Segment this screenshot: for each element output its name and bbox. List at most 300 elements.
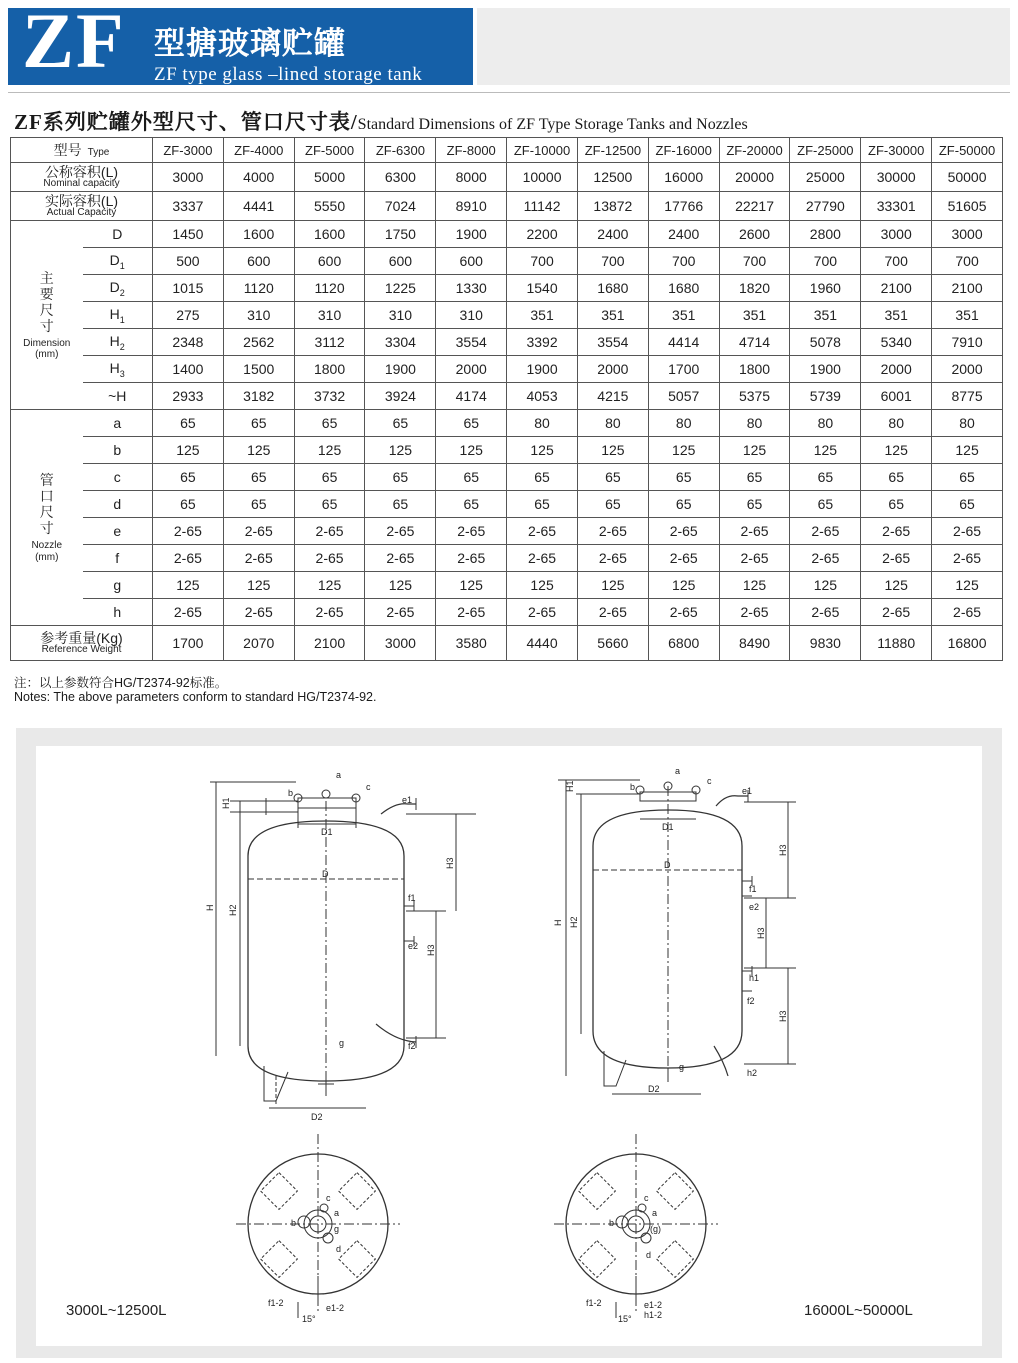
table-cell: 3732 bbox=[294, 383, 365, 410]
table-cell: 80 bbox=[577, 410, 648, 437]
table-cell: 2-65 bbox=[861, 518, 932, 545]
table-cell: 65 bbox=[294, 464, 365, 491]
nozzle_group-symbol-cell bbox=[83, 518, 153, 545]
table-cell: 3554 bbox=[436, 329, 507, 356]
table-row-nozzle_group-1 bbox=[11, 437, 1003, 464]
table-cell: 1015 bbox=[153, 275, 224, 302]
table-cell: 11142 bbox=[507, 192, 578, 221]
table-cell: 5057 bbox=[648, 383, 719, 410]
table-cell: 125 bbox=[648, 572, 719, 599]
table-cell: 4215 bbox=[577, 383, 648, 410]
table-cell: 125 bbox=[577, 437, 648, 464]
table-cell: 22217 bbox=[719, 192, 790, 221]
table-cell: 2-65 bbox=[648, 599, 719, 626]
table-row-dimension_group-6 bbox=[11, 383, 1003, 410]
table-row-nozzle_group-0 bbox=[11, 410, 1003, 437]
table-cell: ZF-12500 bbox=[577, 138, 648, 163]
table-cell: 2200 bbox=[507, 221, 578, 248]
left-plan-lbl-c: c bbox=[326, 1193, 331, 1203]
table-row-dimension_group-1 bbox=[11, 248, 1003, 275]
table-cell: 6001 bbox=[861, 383, 932, 410]
table-cell: 65 bbox=[932, 464, 1003, 491]
nozzle_group-symbol-cell bbox=[83, 572, 153, 599]
table-cell: ZF-16000 bbox=[648, 138, 719, 163]
table-cell: 11880 bbox=[861, 626, 932, 661]
table-cell: 30000 bbox=[861, 163, 932, 192]
right-lbl-h3: H3 bbox=[778, 844, 788, 856]
row-symbol: H bbox=[109, 305, 120, 322]
table-cell: 3580 bbox=[436, 626, 507, 661]
left-plan-lbl-d: d bbox=[336, 1244, 342, 1254]
row-symbol: f bbox=[115, 550, 120, 566]
table-row-nozzle_group-6 bbox=[11, 572, 1003, 599]
table-cell: 65 bbox=[507, 464, 578, 491]
table-cell: 8910 bbox=[436, 192, 507, 221]
left-lbl-h3b: H3 bbox=[426, 944, 436, 956]
table-cell: 65 bbox=[719, 491, 790, 518]
table-cell: 65 bbox=[648, 464, 719, 491]
right-elevation-drawing bbox=[553, 766, 796, 1094]
table-row-nominal_row bbox=[11, 163, 1003, 192]
table-cell: 65 bbox=[436, 410, 507, 437]
table-cell: 2100 bbox=[932, 275, 1003, 302]
table-cell: 125 bbox=[719, 437, 790, 464]
table-cell: 310 bbox=[294, 302, 365, 329]
table-row-nozzle_group-5 bbox=[11, 545, 1003, 572]
table-cell: ZF-3000 bbox=[153, 138, 224, 163]
table-cell: 3000 bbox=[365, 626, 436, 661]
left-nozzle-e1 bbox=[381, 804, 416, 814]
left-lbl-d: D bbox=[322, 869, 329, 879]
left-plan-drawing bbox=[236, 1134, 400, 1324]
table-cell: 80 bbox=[861, 410, 932, 437]
table-cell: 1900 bbox=[507, 356, 578, 383]
table-cell: 2-65 bbox=[436, 518, 507, 545]
notes-cn: 注：以上参数符合HG/T2374-92标准。 bbox=[14, 676, 228, 690]
table-cell: 1400 bbox=[153, 356, 224, 383]
table-cell: 125 bbox=[932, 437, 1003, 464]
table-cell: 65 bbox=[932, 491, 1003, 518]
table-cell: 310 bbox=[223, 302, 294, 329]
nominal_row-label-cn: 公称容积(L) bbox=[44, 164, 119, 180]
table-cell: 3304 bbox=[365, 329, 436, 356]
table-cell: 5375 bbox=[719, 383, 790, 410]
table-cell: 2-65 bbox=[719, 545, 790, 572]
banner-gray-panel bbox=[477, 8, 1010, 85]
table-cell: 2-65 bbox=[365, 545, 436, 572]
table-row-weight bbox=[11, 626, 1003, 661]
table-cell: 2100 bbox=[861, 275, 932, 302]
table-cell: 1900 bbox=[365, 356, 436, 383]
table-cell: 1960 bbox=[790, 275, 861, 302]
table-cell: 351 bbox=[719, 302, 790, 329]
table-cell: 80 bbox=[507, 410, 578, 437]
row-symbol-sub: 1 bbox=[119, 314, 125, 325]
table-cell: 310 bbox=[436, 302, 507, 329]
table-cell: 125 bbox=[223, 437, 294, 464]
table-cell: 5340 bbox=[861, 329, 932, 356]
left-elevation-drawing bbox=[205, 770, 476, 1122]
table-cell: 65 bbox=[790, 464, 861, 491]
table-cell: 2-65 bbox=[507, 518, 578, 545]
table-cell: 2-65 bbox=[294, 518, 365, 545]
row-symbol: H bbox=[109, 332, 120, 349]
table-cell: 3337 bbox=[153, 192, 224, 221]
table-cell: 4440 bbox=[507, 626, 578, 661]
table-cell: 8000 bbox=[436, 163, 507, 192]
table-cell: 2400 bbox=[577, 221, 648, 248]
table-cell: 2-65 bbox=[153, 599, 224, 626]
table-cell: 700 bbox=[577, 248, 648, 275]
right-lbl-b: b bbox=[630, 782, 636, 792]
table-cell: 2000 bbox=[932, 356, 1003, 383]
table-cell: 4441 bbox=[223, 192, 294, 221]
table-cell: 4714 bbox=[719, 329, 790, 356]
table-cell: 310 bbox=[365, 302, 436, 329]
table-cell: 700 bbox=[648, 248, 719, 275]
right-lbl-e1: e1 bbox=[742, 786, 753, 796]
dimension_group-label-unit: (mm) bbox=[35, 349, 59, 360]
row-symbol: c bbox=[113, 469, 121, 485]
table-cell: 125 bbox=[507, 437, 578, 464]
table-cell: 5739 bbox=[790, 383, 861, 410]
table-cell: 2-65 bbox=[223, 545, 294, 572]
table-cell: 2-65 bbox=[932, 545, 1003, 572]
table-cell: 65 bbox=[153, 491, 224, 518]
table-cell: 4174 bbox=[436, 383, 507, 410]
notes-en: Notes: The above parameters conform to standard HG/T2374-92. bbox=[14, 690, 377, 704]
table-cell: 125 bbox=[436, 437, 507, 464]
table-cell: 2-65 bbox=[648, 518, 719, 545]
table-heading bbox=[14, 106, 748, 136]
right-lbl-h1: H1 bbox=[565, 780, 575, 792]
table-cell: 1680 bbox=[648, 275, 719, 302]
table-cell: 2-65 bbox=[932, 518, 1003, 545]
table-cell: 5078 bbox=[790, 329, 861, 356]
table-cell: 500 bbox=[153, 248, 224, 275]
table-row-dimension_group-2 bbox=[11, 275, 1003, 302]
table-cell: 65 bbox=[719, 464, 790, 491]
table-cell: ZF-25000 bbox=[790, 138, 861, 163]
table-cell: 2562 bbox=[223, 329, 294, 356]
table-cell: 1680 bbox=[577, 275, 648, 302]
table-cell: 65 bbox=[223, 410, 294, 437]
row-symbol: D bbox=[109, 278, 120, 295]
table-cell: 33301 bbox=[861, 192, 932, 221]
left-lbl-h3: H3 bbox=[445, 857, 455, 869]
dimension_group-label-cell bbox=[11, 221, 83, 410]
table-cell: 2-65 bbox=[577, 545, 648, 572]
table-cell: 2-65 bbox=[790, 518, 861, 545]
table-cell: 10000 bbox=[507, 163, 578, 192]
left-lbl-b: b bbox=[288, 788, 294, 798]
right-plan-lbl-f12: f1-2 bbox=[586, 1298, 602, 1308]
nozzle_group-label-cn: 管口尺寸 bbox=[39, 472, 54, 536]
dimension_group-symbol-cell bbox=[83, 329, 153, 356]
table-cell: 1600 bbox=[294, 221, 365, 248]
right-lbl-g: g bbox=[679, 1062, 685, 1072]
table-cell: 51605 bbox=[932, 192, 1003, 221]
table-cell: 65 bbox=[436, 464, 507, 491]
table-cell: 1700 bbox=[153, 626, 224, 661]
type-label-cn: 型号 bbox=[53, 142, 82, 158]
table-cell: ZF-8000 bbox=[436, 138, 507, 163]
table-cell: 2-65 bbox=[719, 518, 790, 545]
dimension_group-symbol-cell bbox=[83, 383, 153, 410]
nozzle_group-label-cell bbox=[11, 410, 83, 626]
table-cell: 65 bbox=[436, 491, 507, 518]
table-cell: ZF-5000 bbox=[294, 138, 365, 163]
nozzle_group-symbol-cell bbox=[83, 437, 153, 464]
table-cell: 125 bbox=[153, 572, 224, 599]
table-cell: ZF-50000 bbox=[932, 138, 1003, 163]
header-rule bbox=[8, 92, 1010, 93]
actual_row-label-cn: 实际容积(L) bbox=[44, 193, 119, 209]
nozzle_group-symbol-cell bbox=[83, 491, 153, 518]
table-cell: 3112 bbox=[294, 329, 365, 356]
table-cell: 65 bbox=[790, 491, 861, 518]
heading-cn: ZF系列贮罐外型尺寸、管口尺寸表/ bbox=[14, 110, 358, 134]
table-cell: 1330 bbox=[436, 275, 507, 302]
table-row-nozzle_group-4 bbox=[11, 518, 1003, 545]
right-plan-lbl-d: d bbox=[646, 1250, 652, 1260]
right-nozzle-h2 bbox=[714, 1046, 728, 1076]
nozzle_group-label-en: Nozzle bbox=[31, 540, 63, 551]
table-cell: 2400 bbox=[648, 221, 719, 248]
table-cell: 2-65 bbox=[153, 545, 224, 572]
nozzle_group-symbol-cell bbox=[83, 599, 153, 626]
row-symbol: h bbox=[113, 604, 122, 620]
type-label-en: Type bbox=[87, 147, 110, 158]
table-cell: 351 bbox=[648, 302, 719, 329]
table-cell: 2000 bbox=[861, 356, 932, 383]
table-cell: 1800 bbox=[719, 356, 790, 383]
right-plan-lbl-g: (g) bbox=[650, 1224, 661, 1234]
table-cell: 600 bbox=[365, 248, 436, 275]
table-cell: 17766 bbox=[648, 192, 719, 221]
nominal_row-label bbox=[11, 165, 152, 189]
table-row-nozzle_group-2 bbox=[11, 464, 1003, 491]
table-cell: 125 bbox=[365, 437, 436, 464]
left-lbl-d2: D2 bbox=[311, 1112, 323, 1122]
table-cell: 1225 bbox=[365, 275, 436, 302]
dimension_group-symbol-cell bbox=[83, 302, 153, 329]
table-cell: 600 bbox=[436, 248, 507, 275]
banner-title-cn: 型搪玻璃贮罐 bbox=[154, 26, 346, 61]
table-cell: 13872 bbox=[577, 192, 648, 221]
table-cell: 65 bbox=[223, 491, 294, 518]
table-cell: 2-65 bbox=[365, 599, 436, 626]
actual_row-label-cell bbox=[11, 192, 153, 221]
type-label-cell bbox=[11, 138, 153, 163]
left-lbl-h2: H2 bbox=[228, 904, 238, 916]
right-lbl-a: a bbox=[675, 766, 681, 776]
table-cell: 80 bbox=[932, 410, 1003, 437]
table-cell: 351 bbox=[861, 302, 932, 329]
table-cell: 6300 bbox=[365, 163, 436, 192]
right-plan-lbl-c: c bbox=[644, 1193, 649, 1203]
left-lbl-d1: D1 bbox=[321, 827, 333, 837]
table-cell: 2100 bbox=[294, 626, 365, 661]
table-cell: 2-65 bbox=[294, 599, 365, 626]
table-cell: 125 bbox=[861, 572, 932, 599]
table-cell: 1820 bbox=[719, 275, 790, 302]
table-cell: 125 bbox=[294, 437, 365, 464]
table-cell: 65 bbox=[153, 410, 224, 437]
range-label-right: 16000L~50000L bbox=[804, 1302, 913, 1319]
right-lbl-h3c: H3 bbox=[778, 1010, 788, 1022]
table-cell: 351 bbox=[577, 302, 648, 329]
right-lbl-h2: H2 bbox=[569, 916, 579, 928]
table-cell: 2-65 bbox=[861, 599, 932, 626]
actual_row-label bbox=[11, 194, 152, 218]
table-cell: 125 bbox=[577, 572, 648, 599]
table-cell: 4414 bbox=[648, 329, 719, 356]
table-row-dimension_group-5 bbox=[11, 356, 1003, 383]
table-cell: 65 bbox=[294, 410, 365, 437]
table-cell: 1120 bbox=[294, 275, 365, 302]
left-nozzle-f2 bbox=[376, 1024, 416, 1042]
table-cell: 2-65 bbox=[294, 545, 365, 572]
table-cell: 5660 bbox=[577, 626, 648, 661]
row-symbol: b bbox=[113, 442, 122, 458]
dimension_group-label-cn: 主要尺寸 bbox=[39, 269, 54, 334]
table-cell: 20000 bbox=[719, 163, 790, 192]
table-cell: ZF-4000 bbox=[223, 138, 294, 163]
table-cell: 275 bbox=[153, 302, 224, 329]
table-cell: 700 bbox=[790, 248, 861, 275]
table-cell: 2-65 bbox=[507, 545, 578, 572]
table-cell: 6800 bbox=[648, 626, 719, 661]
left-lbl-e1: e1 bbox=[402, 795, 413, 805]
table-cell: 80 bbox=[648, 410, 719, 437]
row-symbol: e bbox=[113, 523, 122, 539]
table-cell: 2-65 bbox=[648, 545, 719, 572]
table-cell: 2-65 bbox=[577, 518, 648, 545]
table-cell: 2-65 bbox=[153, 518, 224, 545]
table-cell: 700 bbox=[932, 248, 1003, 275]
left-lbl-a: a bbox=[336, 770, 342, 780]
row-symbol: ~H bbox=[108, 388, 127, 404]
nozzle_group-symbol-cell bbox=[83, 545, 153, 572]
row-symbol-sub: 2 bbox=[119, 341, 125, 352]
row-symbol: H bbox=[109, 359, 120, 376]
table-cell: 2600 bbox=[719, 221, 790, 248]
table-cell: 125 bbox=[294, 572, 365, 599]
table-cell: 3000 bbox=[153, 163, 224, 192]
table-cell: 3000 bbox=[932, 221, 1003, 248]
table-cell: 125 bbox=[365, 572, 436, 599]
table-cell: 2-65 bbox=[223, 599, 294, 626]
row-symbol-sub: 3 bbox=[119, 368, 125, 379]
row-symbol: d bbox=[113, 496, 122, 512]
table-cell: 1900 bbox=[790, 356, 861, 383]
table-cell: 125 bbox=[223, 572, 294, 599]
right-lbl-f1: f1 bbox=[749, 884, 757, 894]
table-cell: ZF-10000 bbox=[507, 138, 578, 163]
title-banner bbox=[8, 8, 473, 85]
right-lbl-c: c bbox=[707, 776, 712, 786]
table-cell: ZF-20000 bbox=[719, 138, 790, 163]
table-cell: 25000 bbox=[790, 163, 861, 192]
row-symbol: D bbox=[109, 251, 120, 268]
tank-drawings bbox=[36, 746, 982, 1346]
table-cell: 2-65 bbox=[436, 545, 507, 572]
table-cell: 65 bbox=[577, 464, 648, 491]
row-symbol: g bbox=[113, 577, 122, 593]
right-lbl-d2: D2 bbox=[648, 1084, 660, 1094]
right-lbl-d1: D1 bbox=[662, 822, 674, 832]
table-cell: 125 bbox=[507, 572, 578, 599]
table-row-type bbox=[11, 138, 1003, 163]
table-cell: 16800 bbox=[932, 626, 1003, 661]
table-cell: 1700 bbox=[648, 356, 719, 383]
table-cell: 700 bbox=[861, 248, 932, 275]
table-cell: 65 bbox=[365, 491, 436, 518]
table-row-dimension_group-0 bbox=[11, 221, 1003, 248]
table-cell: 12500 bbox=[577, 163, 648, 192]
right-lbl-h3b: H3 bbox=[756, 927, 766, 939]
table-cell: 2800 bbox=[790, 221, 861, 248]
weight_row-label bbox=[11, 631, 152, 655]
table-cell: 125 bbox=[153, 437, 224, 464]
notes bbox=[14, 676, 376, 704]
range-label-left: 3000L~12500L bbox=[66, 1302, 167, 1319]
row-symbol-sub: 1 bbox=[119, 260, 125, 271]
table-cell: 1750 bbox=[365, 221, 436, 248]
table-cell: 16000 bbox=[648, 163, 719, 192]
table-cell: 2-65 bbox=[861, 545, 932, 572]
table-cell: 1500 bbox=[223, 356, 294, 383]
table-cell: 50000 bbox=[932, 163, 1003, 192]
row-symbol: a bbox=[113, 415, 122, 431]
table-cell: ZF-30000 bbox=[861, 138, 932, 163]
heading-en: Standard Dimensions of ZF Type Storage Tanks and Nozzles bbox=[357, 116, 748, 133]
table-cell: 700 bbox=[719, 248, 790, 275]
table-cell: 2933 bbox=[153, 383, 224, 410]
left-manhole bbox=[298, 798, 356, 808]
row-symbol-sub: 2 bbox=[119, 287, 125, 298]
right-lbl-f2: f2 bbox=[747, 996, 755, 1006]
table-cell: 3924 bbox=[365, 383, 436, 410]
right-lbl-h2b: h2 bbox=[747, 1068, 758, 1078]
table-cell: 125 bbox=[719, 572, 790, 599]
nominal_row-label-en: Nominal capacity bbox=[43, 178, 120, 189]
left-lbl-h1: H1 bbox=[221, 797, 231, 809]
actual_row-label-en: Actual Capacity bbox=[46, 207, 117, 218]
table-cell: 3392 bbox=[507, 329, 578, 356]
table-cell: 1600 bbox=[223, 221, 294, 248]
table-cell: 1450 bbox=[153, 221, 224, 248]
table-cell: 2-65 bbox=[223, 518, 294, 545]
table-cell: 1540 bbox=[507, 275, 578, 302]
right-nozzle-e1 bbox=[716, 796, 748, 806]
nozzle_group-symbol-cell bbox=[83, 464, 153, 491]
table-cell: 2000 bbox=[577, 356, 648, 383]
table-cell: 2-65 bbox=[577, 599, 648, 626]
table-cell: 700 bbox=[507, 248, 578, 275]
table-cell: 2-65 bbox=[436, 599, 507, 626]
table-cell: 80 bbox=[719, 410, 790, 437]
table-cell: 65 bbox=[861, 464, 932, 491]
table-cell: 65 bbox=[507, 491, 578, 518]
row-symbol: D bbox=[112, 226, 123, 242]
left-lbl-f2: f2 bbox=[408, 1041, 416, 1051]
table-cell: 65 bbox=[294, 491, 365, 518]
table-cell: 351 bbox=[507, 302, 578, 329]
table-cell: 125 bbox=[861, 437, 932, 464]
table-row-nozzle_group-3 bbox=[11, 491, 1003, 518]
